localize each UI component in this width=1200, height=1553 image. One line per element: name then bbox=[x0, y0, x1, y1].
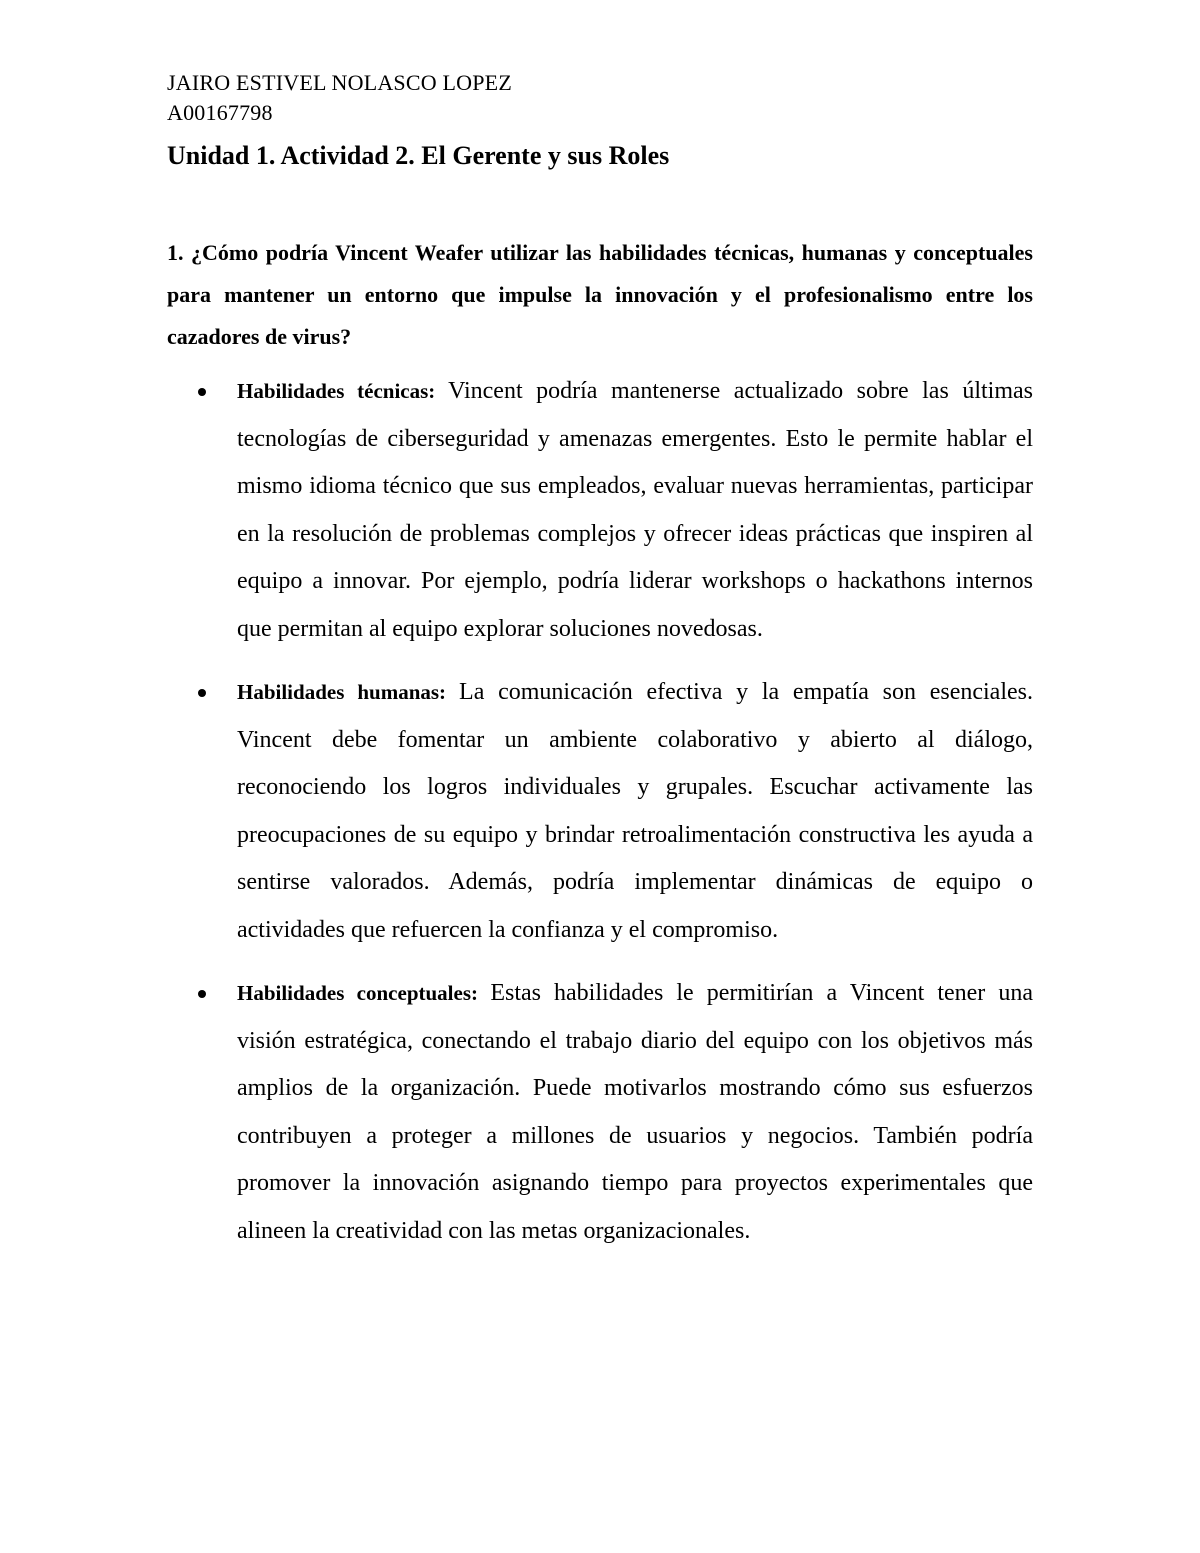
bullet-heading: Habilidades humanas: bbox=[237, 680, 460, 704]
bullet-list bbox=[167, 368, 1033, 1255]
author-name: JAIRO ESTIVEL NOLASCO LOPEZ bbox=[167, 70, 512, 95]
student-id: A00167798 bbox=[167, 100, 273, 125]
bullet-icon bbox=[198, 689, 206, 697]
bullet-heading: Habilidades técnicas: bbox=[237, 379, 449, 403]
bullet-text: La comunicación efectiva y la empatía son esenciales. Vincent debe fomentar un ambiente colaborativo y abierto al diálogo, reconociendo los logros individuales y grupales. Escuchar activamente las preocupaciones de su equipo y brindar retroalimentación constructiva les ayuda a sentirse valorados. Además, podría implementar dinámicas de equipo o actividades que refuercen la confianza y el compromiso. bbox=[237, 679, 1033, 943]
bullet-icon bbox=[198, 388, 206, 396]
bullet-text: Vincent podría mantenerse actualizado sobre las últimas tecnologías de ciberseguridad y amenazas emergentes. Esto le permite hablar el mismo idioma técnico que sus empleados, evaluar nuevas herramientas, participar en la resolución de problemas complejos y ofrecer ideas prácticas que inspiren al equipo a innovar. Por ejemplo, podría liderar workshops o hackathons internos que permitan al equipo explorar soluciones novedosas. bbox=[237, 378, 1033, 642]
document-title: Unidad 1. Actividad 2. El Gerente y sus Roles bbox=[167, 141, 670, 170]
bullet-heading: Habilidades conceptuales: bbox=[237, 981, 491, 1005]
document-header bbox=[167, 68, 512, 128]
bullet-item-human bbox=[167, 669, 1033, 954]
bullet-icon bbox=[198, 990, 206, 998]
bullet-item-conceptual bbox=[167, 970, 1033, 1255]
bullet-item-technical bbox=[167, 368, 1033, 653]
question-text: 1. ¿Cómo podría Vincent Weafer utilizar las habilidades técnicas, humanas y conceptuales para mantener un entorno que impulse la innovación y el profesionalismo entre los cazadores de virus? bbox=[167, 240, 1033, 349]
bullet-text: Estas habilidades le permitirían a Vincent tener una visión estratégica, conectando el trabajo diario del equipo con los objetivos más amplios de la organización. Puede motivarlos mostrando cómo sus esfuerzos contribuyen a proteger a millones de usuarios y negocios. También podría promover la innovación asignando tiempo para proyectos experimentales que alineen la creatividad con las metas organizacionales. bbox=[237, 980, 1034, 1244]
